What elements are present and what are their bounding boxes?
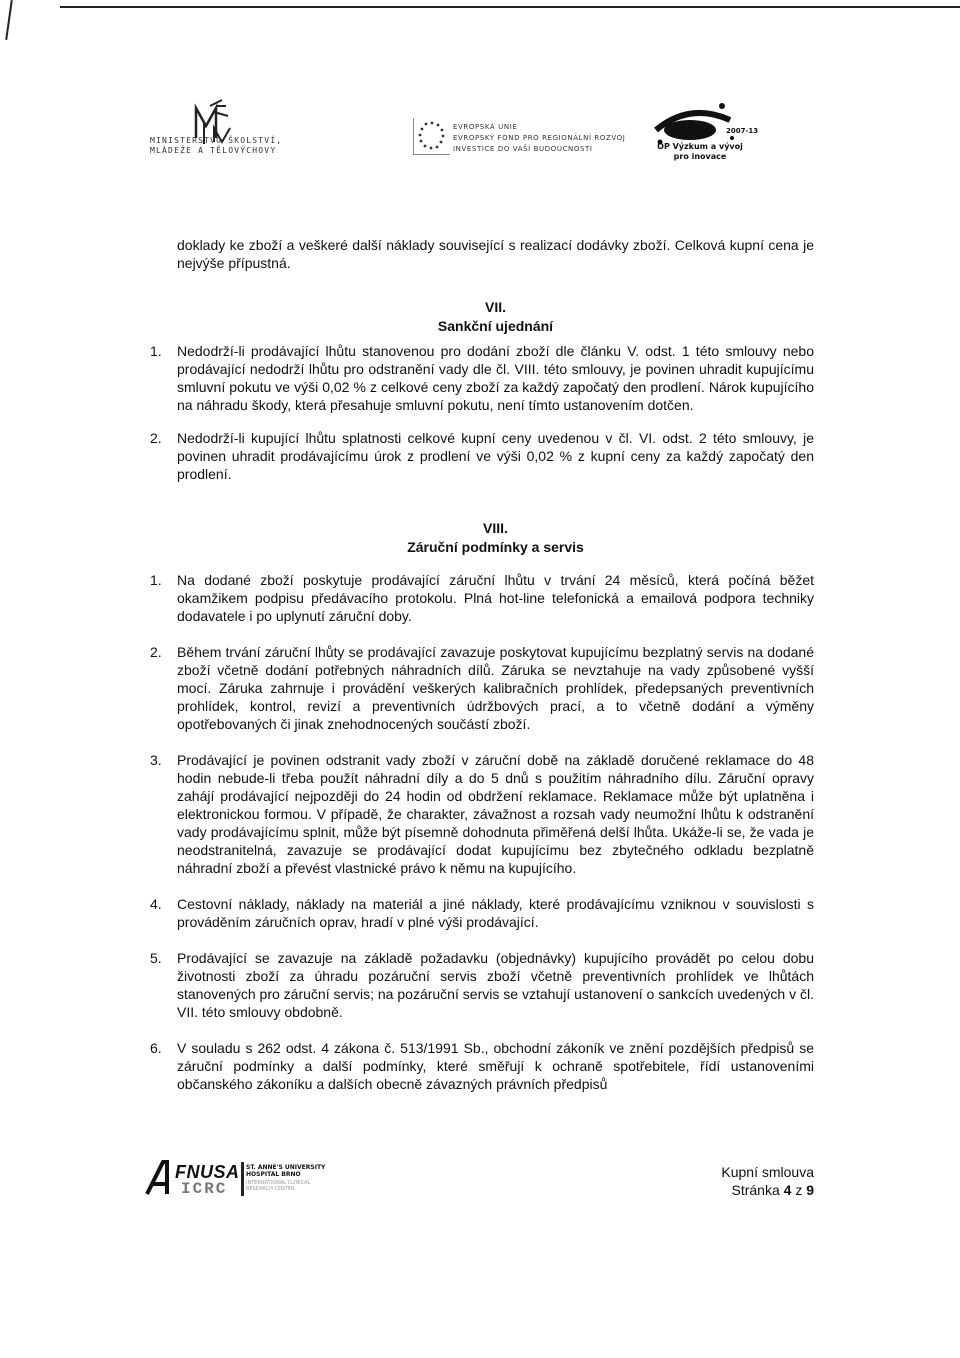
section-7-title: Sankční ujednání <box>437 318 554 334</box>
op-vavpi-logo <box>640 100 760 170</box>
msmt-line-2: MLÁDEŽE A TĚLOVÝCHOVY <box>150 146 277 155</box>
eu-line-2: EVROPSKÝ FOND PRO REGIONÁLNÍ ROZVOJ <box>453 134 626 142</box>
sec8-item-2 <box>150 643 814 733</box>
sec7-item-2 <box>150 429 814 483</box>
eu-stars-icon <box>413 118 450 155</box>
page-current: 4 <box>783 1182 792 1198</box>
page-total: 9 <box>806 1182 814 1198</box>
fnusa-a-icon <box>145 1160 175 1196</box>
fnusa-logo <box>145 1160 345 1200</box>
fnusa-title: FNUSA <box>175 1162 240 1182</box>
page-label: Stránka <box>731 1182 780 1198</box>
eu-logo <box>413 118 643 168</box>
eu-line-1: EVROPSKÁ UNIE <box>453 123 518 131</box>
item-number: 4. <box>150 896 162 912</box>
scan-edge-line <box>60 6 960 8</box>
msmt-line-1: MINISTERSTVO ŠKOLSTVÍ, <box>150 136 283 145</box>
sec8-item-3 <box>150 751 814 877</box>
sec7-item-1 <box>150 342 814 414</box>
fnusa-icrc: ICRC <box>181 1180 228 1198</box>
item-text: Prodávající se zavazuje na základě požadavku (objednávky) kupujícího provádět po celou dobu životnosti zboží za úhradu pozáruční servis zboží včetně preventivních prohlídek ve lhůtách stanovených pro záruční servis; na pozáruční servis se vztahují ustanovení o sankcích uvedených v čl. VII. této smlouvy obdobně. <box>177 950 814 1020</box>
section-8-number: VIII. <box>483 520 508 536</box>
page-footer <box>700 1163 814 1199</box>
sec8-item-5 <box>150 949 814 1021</box>
item-number: 1. <box>150 572 162 588</box>
item-number: 5. <box>150 950 162 966</box>
item-text: Nedodrží-li kupující lhůtu splatnosti celkové kupní ceny uvedenou v čl. VI. odst. 2 této smlouvy, je povinen uhradit prodávajícímu úrok z prodlení ve výši 0,02 % z kupní ceny za každý započatý den prodlení. <box>177 430 814 482</box>
fnusa-divider <box>241 1162 244 1196</box>
op-line-1: OP Výzkum a vývoj <box>657 142 743 151</box>
item-number: 2. <box>150 430 162 446</box>
msmt-logo <box>150 98 330 158</box>
fnusa-sub2-line-2: RESEARCH CENTER <box>246 1186 295 1192</box>
item-number: 3. <box>150 752 162 768</box>
fnusa-sub1-line-1: ST. ANNE'S UNIVERSITY <box>246 1164 326 1171</box>
item-text: V souladu s 262 odst. 4 zákona č. 513/1991 Sb., obchodní zákoník ve znění pozdějších předpisů se záruční podmínky a další podmínky, které směřují k ochraně spotřebitele, řídí ustanoveními občanského zákoníku a dalších obecně závazných právních předpisů <box>177 1040 814 1092</box>
op-badge: 2007-13 <box>726 127 759 135</box>
item-text: Během trvání záruční lhůty se prodávající zavazuje poskytovat kupujícímu bezplatný servis na dodané zboží včetně dodání potřebných náhradních dílů. Záruka se nevztahuje na vady způsobené vyšší mocí. Záruka zahrnuje i provádění veškerých kalibračních prohlídek, předepsaných preventivních prohlídek, kontrol, revizí a preventivních údržbových prací, a to včetně dodání a výměny opotřebovaných či jinak znehodnocených součástí zboží. <box>177 644 814 732</box>
item-text: Prodávající je povinen odstranit vady zboží v záruční době na základě doručené reklamace do 48 hodin nebude-li třeba použít náhradní díly a do 5 dnů s použitím náhradního dílu. Záruční opravy zahájí prodávající nejpozději do 24 hodin od obdržení reklamace. Reklamace může být uplatněna i elektronickou formou. V případě, že charakter, závažnost a rozsah vady neumožní lhůtu k odstranění vady prodávajícímu splnit, může být písemně dohodnuta přiměřená delší lhůta. Ukáže-li se, že vada je neodstranitelná, zavazuje se prodávající dodat kupujícímu bez zbytečného odkladu bezplatně náhradní zboží a převést vlastnické právo k němu na kupujícího. <box>177 752 814 876</box>
op-line-2: pro inovace <box>673 152 727 161</box>
scan-edge-mark <box>5 0 13 40</box>
item-number: 1. <box>150 343 162 359</box>
fnusa-sub1-line-2: HOSPITAL BRNO <box>246 1171 301 1178</box>
sec8-item-4 <box>150 895 814 931</box>
intro-paragraph: doklady ke zboží a veškeré další náklady související s realizací dodávky zboží. Celková kupní cena je nejvýše přípustná. <box>177 237 814 271</box>
fnusa-sub2-line-1: INTERNATIONAL CLINICAL <box>246 1180 311 1186</box>
item-text: Cestovní náklady, náklady na materiál a jiné náklady, které prodávajícímu vzniknou v souvislosti s prováděním záručních oprav, hradí v plné výši prodávající. <box>177 896 814 930</box>
section-7-number: VII. <box>484 299 506 315</box>
document-name: Kupní smlouva <box>721 1164 814 1180</box>
item-number: 6. <box>150 1040 162 1056</box>
eu-line-3: INVESTICE DO VAŠÍ BUDOUCNOSTI <box>453 145 593 153</box>
sec8-item-6 <box>150 1039 814 1093</box>
sec8-item-1 <box>150 571 814 625</box>
contract-body <box>150 236 814 1093</box>
page-separator: z <box>795 1182 803 1198</box>
page-indicator <box>700 1181 814 1199</box>
item-number: 2. <box>150 644 162 660</box>
section-8-title: Záruční podmínky a servis <box>407 539 584 555</box>
item-text: Nedodrží-li prodávající lhůtu stanovenou pro dodání zboží dle článku V. odst. 1 této smlouvy nebo prodávající nedodrží lhůtu pro odstranění vady dle čl. VIII. této smlouvy, je povinen uhradit kupujícímu smluvní pokutu ve výši 0,02 % z celkové ceny zboží za každý započatý den prodlení. Nárok kupujícího na náhradu škody, která přesahuje smluvní pokutu, není tímto ustanovením dotčen. <box>177 343 814 413</box>
item-text: Na dodané zboží poskytuje prodávající záruční lhůtu v trvání 24 měsíců, která počíná běžet okamžikem podpisu předávacího protokolu. Plná hot-line telefonická a emailová podpora techniky dodavatele i po uplynutí záruční doby. <box>177 572 814 624</box>
